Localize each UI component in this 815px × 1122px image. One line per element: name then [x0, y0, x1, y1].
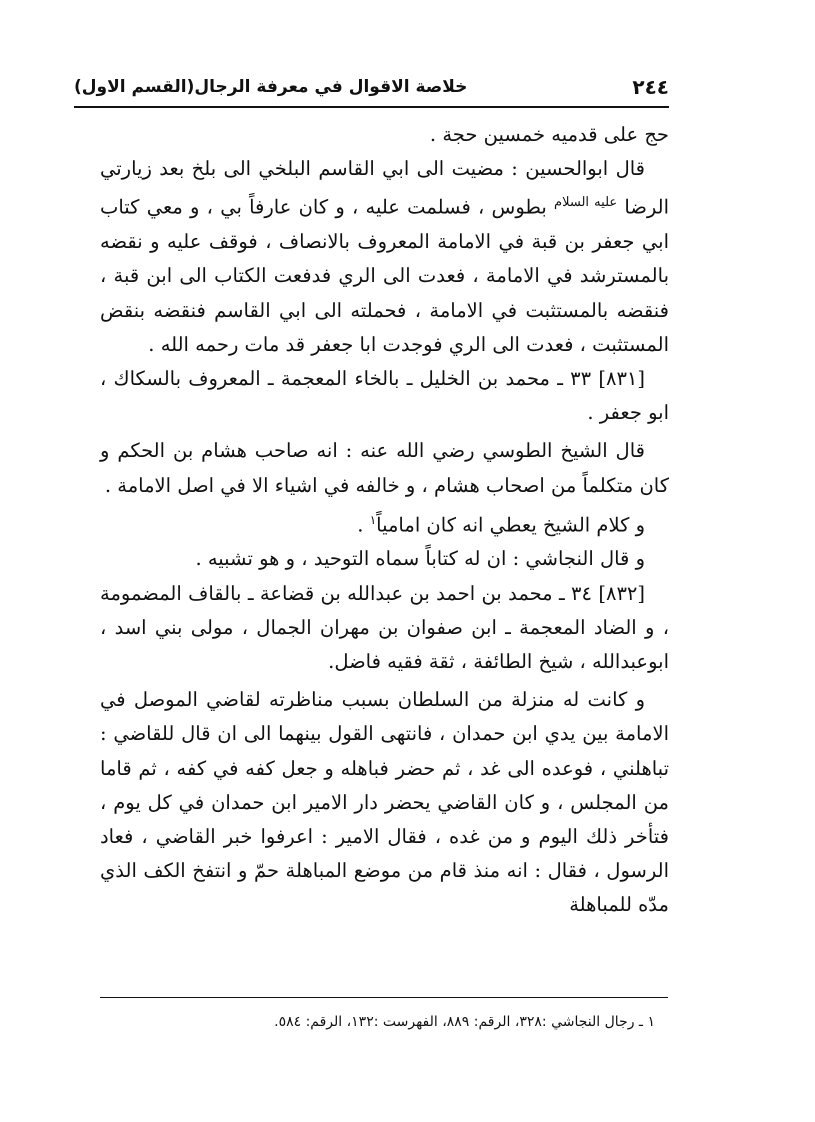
footnote-reference[interactable]: ١ [369, 512, 377, 527]
running-title: خلاصة الاقوال في معرفة الرجال(القسم الاول) [74, 77, 468, 97]
entry-832: [٨٣٢] ٣٤ ـ محمد بن احمد بن عبدالله بن قضاعة ـ بالقاف المضمومة ، و الضاد المعجمة ـ ابن صفوان بن مهران الجمال ، مولى بني اسد ، ابوعبدالله ، شيخ الطائفة ، ثقة فقيه فاضل. [100, 581, 669, 674]
paragraph-6: و قال النجاشي : ان له كتاباً سماه التوحيد ، و هو تشبيه . [195, 547, 645, 571]
paragraph-2-rest: بطوس ، فسلمت عليه ، و كان عارفاً بي ، و معي كتاب ابي جعفر بن قبة في الامامة المعروف بالانصاف ، فوقف عليه و نقضه بالمسترشد في الامامة ، فعدت الى الري فدفعت الكتاب الى ابن قبة ، فنقضه بالمستثبت في الامامة ، فحملته الى ابي القاسم فنقضه بنقض المستثبت ، فعدت الى الري فوجدت ابا جعفر قد مات رحمه الله . [100, 195, 669, 356]
header-rule [74, 106, 669, 108]
running-header [74, 70, 669, 104]
paragraph-1: حج على قدميه خمسين حجة . [429, 123, 669, 146]
footnote-rule [100, 997, 668, 998]
entry-831: [٨٣١] ٣٣ ـ محمد بن الخليل ـ بالخاء المعجمة ـ المعروف بالسكاك ، ابو جعفر . [100, 366, 669, 425]
footnote: ١ ـ رجال النجاشي :٣٢٨، الرقم: ٨٨٩، الفهرست :١٣٢، الرقم: ٥٨٤. [274, 1014, 655, 1030]
page-number: ٢٤٤ [632, 75, 669, 99]
paragraph-4: قال الشيخ الطوسي رضي الله عنه : انه صاحب هشام بن الحكم و كان متكلماً من اصحاب هشام ، و خالفه في اشياء الا في اصل الامامة . [100, 439, 669, 497]
paragraph-8: و كانت له منزلة من السلطان بسبب مناظرته لقاضي الموصل في الامامة بين يدي ابن حمدان ، فانتهى القول بينهما الى ان قال للقاضي : تباهلني ، فوعده الى غد ، ثم حضر فباهله و جعل كفه في كفه ، ثم قاما من المجلس ، و كان القاضي يحضر دار الامير ابن حمدان في كل يوم ، فتأخر ذلك اليوم و من غده ، فقال الامير : اعرفوا خبر القاضي ، فعاد الرسول ، فقال : انه منذ قام من موضع المباهلة حمّ و انتفخ الكف الذي مدّه للمباهلة [100, 688, 669, 917]
paragraph-5-text: و كلام الشيخ يعطي انه كان امامياً [376, 513, 645, 537]
paragraph-5-end: . [357, 513, 364, 537]
paragraph-2-start: قال ابوالحسين : مضيت الى ابي القاسم البلخي الى بلخ بعد زيارتي الرضا [100, 157, 669, 219]
main-text [100, 118, 669, 923]
honorific-glyph: عليه السلام [554, 195, 618, 211]
paragraph-2 [100, 152, 669, 362]
paragraph-5 [100, 503, 669, 543]
